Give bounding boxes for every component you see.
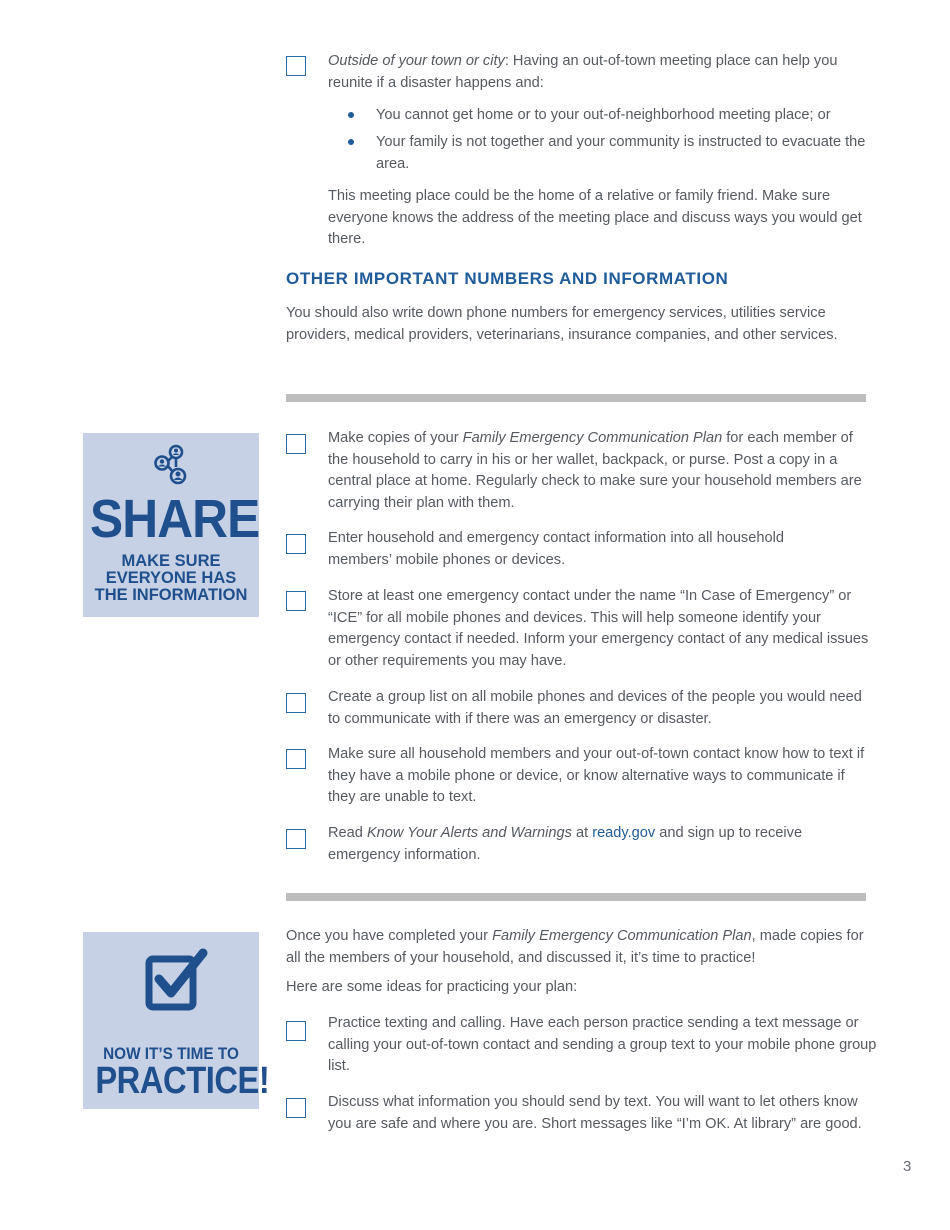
section-heading-numbers: OTHER IMPORTANT NUMBERS AND INFORMATION	[286, 269, 729, 288]
share-item-text: Store at least one emergency contact under the name “In Case of Emergency” or “ICE” for all mobile phones and devices. This will help someone identify your emergency contact if needed. Inform your emergency contact of any medical issues or other requirements you may have.	[328, 588, 869, 669]
checkbox-practice-texting[interactable]	[286, 1021, 306, 1041]
practice-title: PRACTICE!	[95, 1060, 270, 1102]
share-item-text: Make sure all household members and your out-of-town contact know how to text if they have a mobile phone or device, or know alternative ways to communicate if they are unable to text.	[328, 746, 865, 805]
checkbox-ice-contact[interactable]	[286, 591, 306, 611]
practice-intro: Once you have completed your Family Emergency Communication Plan, made copies for all the members of your household, and discussed it, it’s time to practice!	[286, 928, 864, 966]
share-item-text: Enter household and emergency contact information into all household members’ mobile phones or devices.	[328, 530, 784, 568]
practice-item-text: Discuss what information you should send by text. You will want to let others know you are safe and where you are. Short messages like “I’m OK. At library” are good.	[328, 1094, 862, 1132]
bullet-icon	[348, 112, 356, 120]
share-title: SHARE	[90, 489, 260, 549]
bullet-icon	[348, 139, 356, 147]
checkbox-enter-contacts[interactable]	[286, 534, 306, 554]
checkbox-texting-ability[interactable]	[286, 749, 306, 769]
page-number: 3	[903, 1158, 912, 1175]
checkbox-alerts-warnings[interactable]	[286, 829, 306, 849]
checkbox-make-copies[interactable]	[286, 434, 306, 454]
checkbox-check-icon	[145, 947, 213, 1013]
numbers-text: You should also write down phone numbers for emergency services, utilities service providers, medical providers, veterinarians, insurance companies, and other services.	[286, 305, 838, 343]
ready-gov-link[interactable]: ready.gov	[592, 825, 656, 841]
checkbox-group-list[interactable]	[286, 693, 306, 713]
checkbox-outside-town[interactable]	[286, 56, 306, 76]
share-network-icon	[151, 443, 193, 487]
share-item-text: Create a group list on all mobile phones and devices of the people you would need to communicate with if there was an emergency or disaster.	[328, 689, 862, 727]
share-item-text: Make copies of your Family Emergency Communication Plan for each member of the household to carry in his or her wallet, backpack, or purse. Post a copy in a central place at home. Regularly check to make sure your household members are carrying their plan with them.	[328, 430, 862, 511]
meeting-place-text: This meeting place could be the home of a relative or family friend. Make sure everyone knows the address of the meeting place and discuss ways you would get there.	[328, 188, 862, 247]
practice-ideas: Here are some ideas for practicing your plan:	[286, 979, 578, 995]
share-item-text: Read Know Your Alerts and Warnings at ready.gov and sign up to receive emergency information.	[328, 825, 803, 863]
share-subtitle: MAKE SURE EVERYONE HAS THE INFORMATION	[94, 552, 248, 604]
practice-item-text: Practice texting and calling. Have each person practice sending a text message or calling your out-of-town contact and sending a group text to your mobile phone group list.	[328, 1015, 877, 1074]
checkbox-discuss-info[interactable]	[286, 1098, 306, 1118]
share-panel	[83, 433, 259, 617]
bullet-item: Your family is not together and your community is instructed to evacuate the area.	[376, 134, 866, 172]
divider	[286, 394, 866, 402]
practice-pretitle: NOW IT’S TIME TO	[103, 1044, 239, 1063]
outside-town-text: Outside of your town or city: Having an out-of-town meeting place can help you reunite if a disaster happens and:	[328, 53, 838, 91]
divider	[286, 893, 866, 901]
bullet-item: You cannot get home or to your out-of-neighborhood meeting place; or	[376, 107, 831, 123]
practice-panel	[83, 932, 270, 1109]
